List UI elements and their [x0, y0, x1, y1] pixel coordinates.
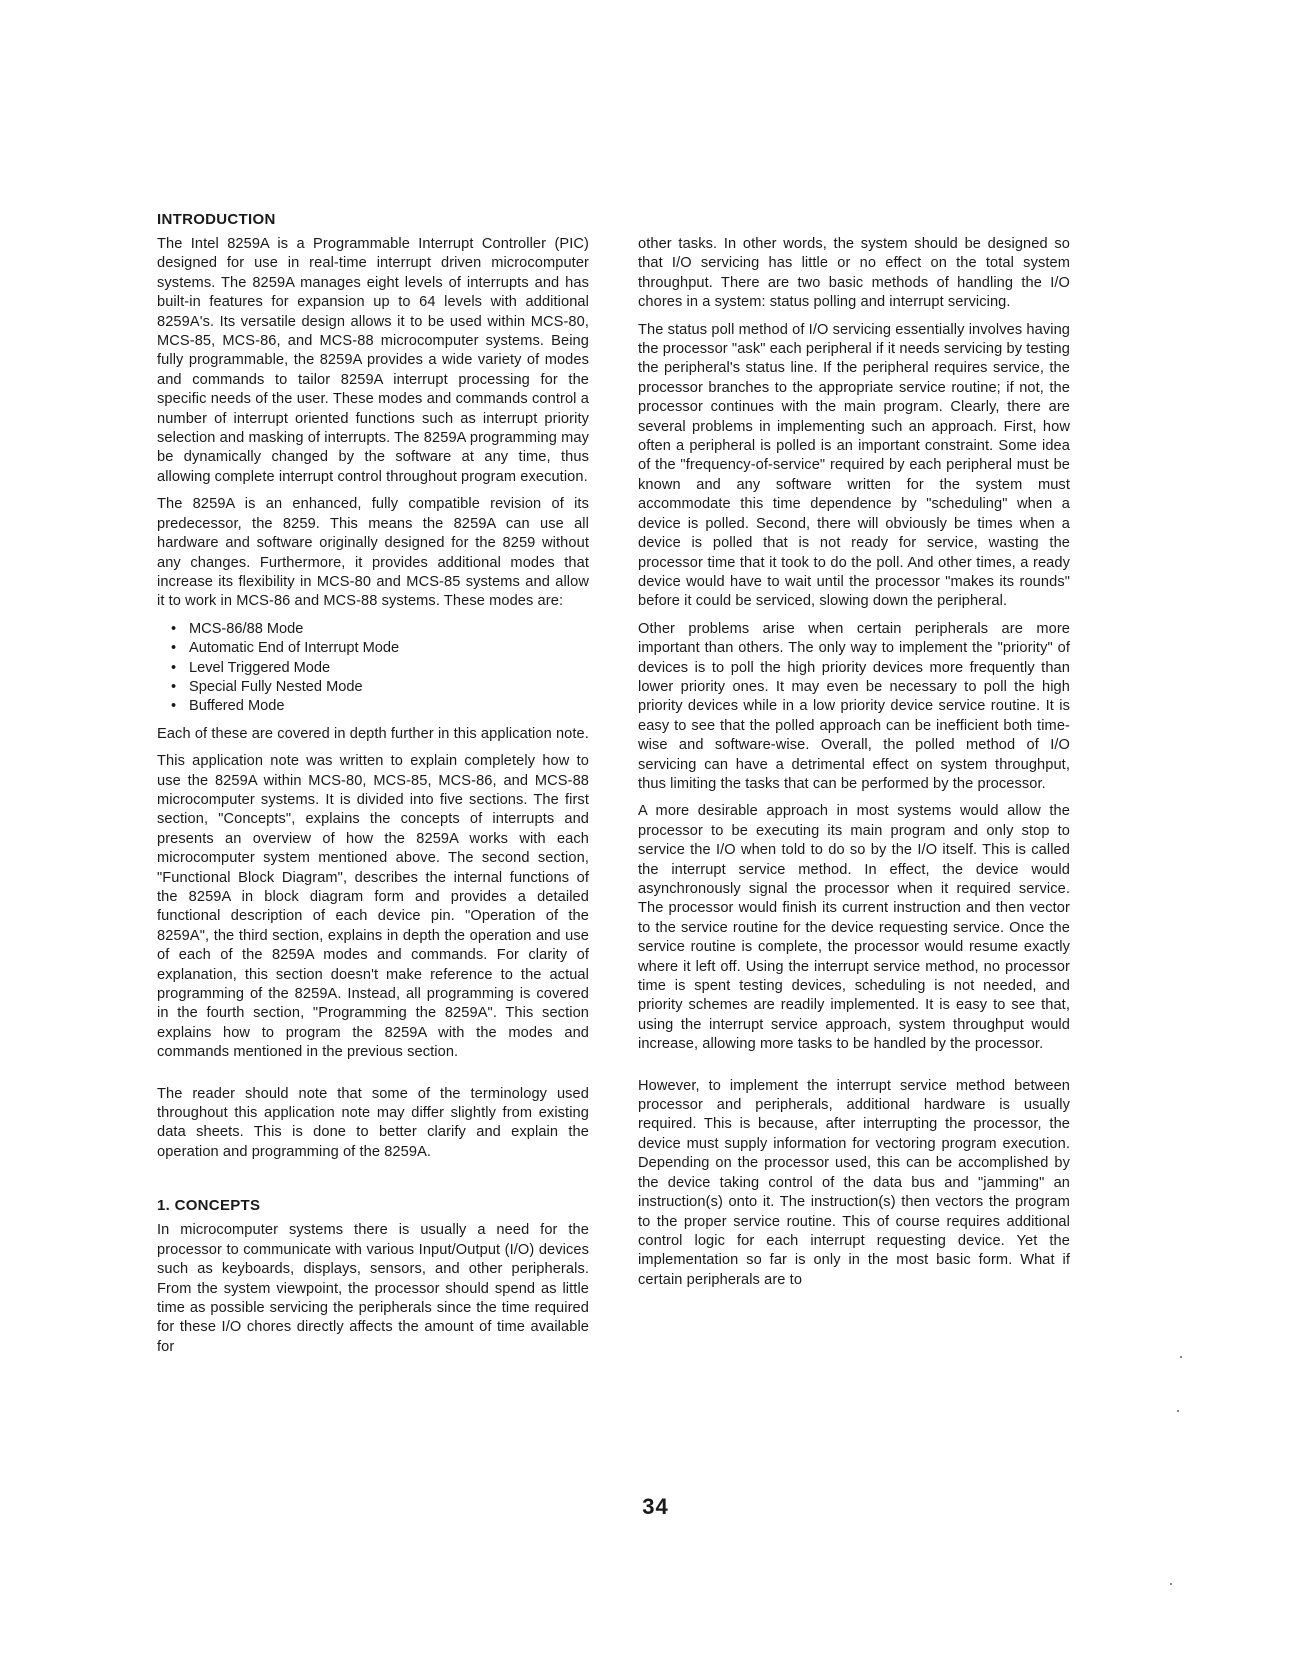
scan-speck [1170, 1583, 1172, 1585]
intro-paragraph-4: This application note was written to explain completely how to use the 8259A within MCS-80, MCS-85, MCS-86, and MCS-88 microcomputer systems. It is divided into five sections. The first section, "Concepts", explains the concepts of interrupts and presents an overview of how the 8259A works with each microcomputer system mentioned above. The second section, "Functional Block Diagram", describes the internal functions of the 8259A in block diagram form and provides a detailed functional description of each device pin. "Operation of the 8259A", the third section, explains in depth the operation and use of each of the 8259A modes and commands. For clarity of explanation, this section doesn't make reference to the actual programming of the 8259A. Instead, all programming is covered in the fourth section, "Programming the 8259A". This section explains how to program the 8259A with the modes and commands mentioned in the previous section. [157, 753, 589, 1061]
bullet-icon: • [171, 698, 177, 715]
intro-paragraph-1: The Intel 8259A is a Programmable Interrupt Controller (PIC) designed for use in real-time interrupt driven microcomputer systems. The 8259A manages eight levels of interrupts and has built-in features for expansion up to 64 levels with additional 8259A's. Its versatile design allows it to be used within MCS-80, MCS-85, MCS-86, and MCS-88 microcomputer systems. Being fully programmable, the 8259A provides a wide variety of modes and commands to tailor 8259A interrupt processing for the specific needs of the user. These modes and commands control a number of interrupt oriented functions such as interrupt priority selection and masking of interrupts. The 8259A programming may be dynamically changed by the software at any time, thus allowing complete interrupt control throughout program execution. [157, 236, 589, 485]
right-paragraph-5: However, to implement the interrupt service method between processor and peripherals, additional hardware is usually required. This is because, after interrupting the processor, the device must supply information for vectoring program execution. Depending on the processor used, this can be accomplished by the device taking control of the data bus and "jamming" an instruction(s) onto it. The instruction(s) then vectors the program to the proper service routine. This of course requires additional control logic for each interrupt requesting device. Yet the implementation so far is only in the most basic form. What if certain peripherals are to [638, 1077, 1070, 1288]
scan-speck [1180, 1356, 1182, 1358]
left-column [157, 210, 589, 1365]
bullet-icon: • [171, 620, 177, 637]
right-paragraph-3: Other problems arise when certain peripherals are more important than others. The only way to implement the "priority" of devices is to poll the high priority devices more frequently than lower priority ones. It may even be necessary to poll the high priority devices while in a low priority device service routine. It is easy to see that the polled approach can be inefficient both time-wise and software-wise. Overall, the polled method of I/O servicing can have a detrimental effect on system throughput, thus limiting the tasks that can be performed by the processor. [638, 620, 1070, 792]
list-item: • Special Fully Nested Mode [171, 678, 589, 697]
list-item: • Automatic End of Interrupt Mode [171, 639, 589, 658]
modes-list [157, 620, 589, 717]
list-item: • Buffered Mode [171, 697, 589, 716]
intro-paragraph-5: The reader should note that some of the terminology used throughout this application note may differ slightly from existing data sheets. This is done to better clarify and explain the operation and programming of the 8259A. [157, 1085, 589, 1160]
concepts-paragraph-1: In microcomputer systems there is usually a need for the processor to communicate with various Input/Output (I/O) devices such as keyboards, displays, sensors, and other peripherals. From the system viewpoint, the processor should spend as little time as possible servicing the peripherals since the time required for these I/O chores directly affects the amount of time available for [157, 1222, 589, 1355]
intro-paragraph-2: The 8259A is an enhanced, fully compatible revision of its predecessor, the 8259. This means the 8259A can use all hardware and software originally designed for the 8259 without any changes. Furthermore, it provides additional modes that increase its flexibility in MCS-80 and MCS-85 systems and allow it to work in MCS-86 and MCS-88 systems. These modes are: [157, 496, 589, 610]
list-item: • MCS-86/88 Mode [171, 620, 589, 639]
right-paragraph-2: The status poll method of I/O servicing essentially involves having the processor "ask" each peripheral if it needs servicing by testing the peripheral's status line. If the peripheral requires service, the processor branches to the appropriate service routine; if not, the processor continues with the main program. Clearly, there are several problems in implementing such an approach. First, how often a peripheral is polled is an important constraint. Some idea of the "frequency-of-service" required by each peripheral must be known and any software written for the system must accommodate this time dependence by "scheduling" when a device is polled. Second, there will obviously be times when a device is polled that is not ready for service, wasting the processor time that it took to do the poll. And other times, a ready device would have to wait until the processor "makes its rounds" before it could be serviced, slowing down the peripheral. [638, 321, 1070, 610]
concepts-heading: 1. CONCEPTS [157, 1197, 261, 1215]
list-item: • Level Triggered Mode [171, 659, 589, 678]
right-column [638, 235, 1070, 1298]
right-paragraph-4: A more desirable approach in most systems would allow the processor to be executing its main program and only stop to service the I/O when told to do so by the I/O itself. This is called the interrupt service method. In effect, the device would asynchronously signal the processor when it required service. The processor would finish its current instruction and then vector to the service routine for the device requesting service. Once the service routine is complete, the processor would resume exactly where it left off. Using the interrupt service method, no processor time is spent testing devices, scheduling is not needed, and priority schemes are readily implemented. It is easy to see that, using the interrupt service approach, system throughput would increase, allowing more tasks to be handled by the processor. [638, 803, 1070, 1053]
right-paragraph-1: other tasks. In other words, the system should be designed so that I/O servicing has little or no effect on the total system throughput. There are two basic methods of handling the I/O chores in a system: status polling and interrupt servicing. [638, 236, 1070, 311]
bullet-icon: • [171, 678, 177, 695]
intro-paragraph-3: Each of these are covered in depth further in this application note. [157, 725, 589, 742]
page-number: 34 [642, 1494, 669, 1519]
scan-speck [1177, 1410, 1179, 1412]
introduction-heading: INTRODUCTION [157, 211, 276, 228]
bullet-icon: • [171, 659, 177, 676]
bullet-icon: • [171, 640, 177, 657]
